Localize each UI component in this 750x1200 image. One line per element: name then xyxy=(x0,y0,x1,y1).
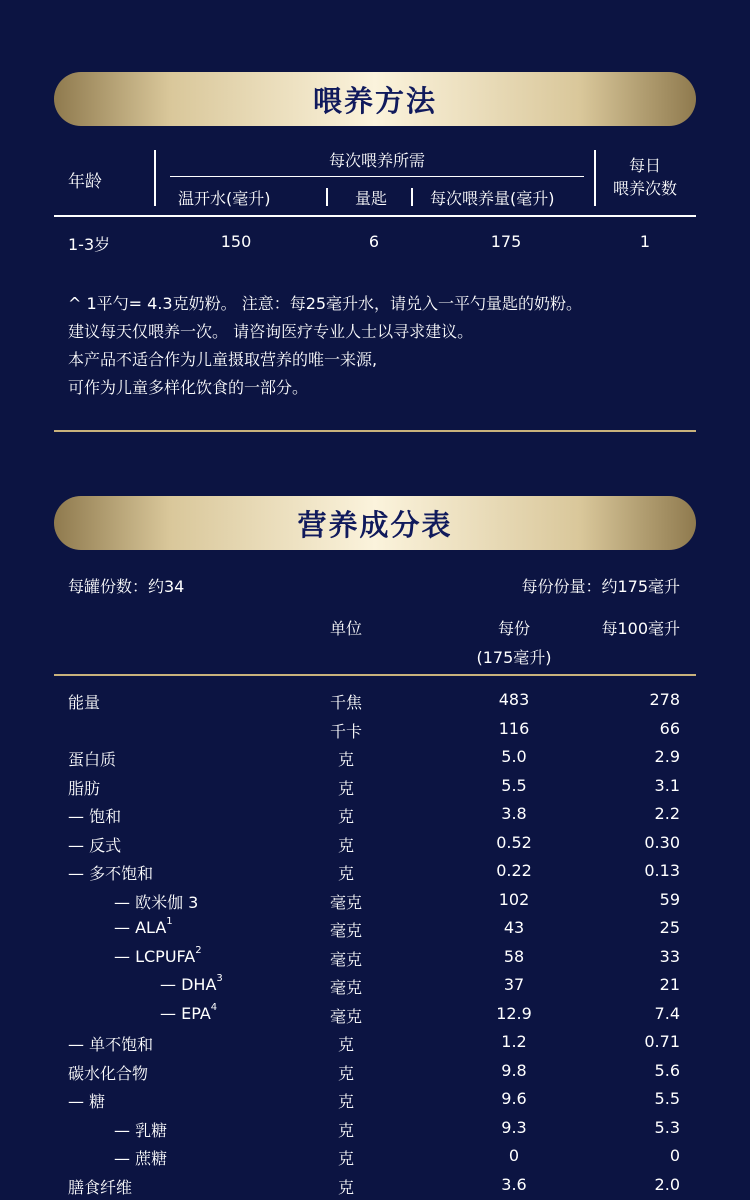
nutrient-per-serving: 3.6 xyxy=(501,1174,527,1194)
row-water: 150 xyxy=(220,232,252,251)
nutrient-unit: 克 xyxy=(337,807,354,826)
serving-size: 每份份量：约175毫升 xyxy=(521,577,680,596)
footnote-marker: 4 xyxy=(210,1001,218,1013)
header-divider xyxy=(411,188,413,206)
nutrition-title-banner xyxy=(54,496,696,550)
section-divider xyxy=(54,430,696,432)
nutrient-per-serving: 483 xyxy=(498,690,530,709)
header-divider xyxy=(594,150,596,206)
nutrient-unit: 克 xyxy=(337,1120,354,1140)
nutrient-name: 膳食纤维 xyxy=(68,1177,133,1197)
feeding-note: ^ 1平勺= 4.3克奶粉。 注意：每25毫升水，请兑入一平勺量匙的奶粉。 xyxy=(68,294,583,313)
nutrient-name: 蛋白质 xyxy=(68,750,117,769)
header-age: 年龄 xyxy=(68,172,102,192)
nutrient-name xyxy=(114,918,173,937)
nutrient-name xyxy=(114,944,202,966)
nutrient-per-100ml: 33 xyxy=(659,946,680,966)
row-amount: 175 xyxy=(490,232,522,251)
feeding-note: 本产品不适合作为儿童摄取营养的唯一来源, xyxy=(68,350,378,369)
nutrient-name-text: — EPA xyxy=(160,1003,211,1023)
nutrient-per-serving: 116 xyxy=(498,718,530,738)
nutrient-name: — 饱和 xyxy=(68,807,122,826)
nutrient-per-100ml: 0.13 xyxy=(644,861,680,880)
header-per-serving: 每份 xyxy=(497,619,530,638)
nutrient-unit: 克 xyxy=(337,1063,354,1083)
footnote-marker: 2 xyxy=(195,944,202,956)
row-scoop: 6 xyxy=(368,232,380,251)
nutrient-name-text: — LCPUFA xyxy=(114,946,196,966)
footnote-marker: 3 xyxy=(216,973,223,984)
nutrient-name-text: — DHA xyxy=(160,975,217,994)
nutrient-name: — 欧米伽 3 xyxy=(114,892,199,912)
nutrient-unit: 克 xyxy=(337,1035,354,1054)
nutrient-per-serving: 43 xyxy=(503,918,525,937)
nutrient-per-serving: 58 xyxy=(503,946,525,966)
feeding-title-banner xyxy=(54,72,696,126)
nutrient-unit: 克 xyxy=(337,1092,354,1111)
nutrient-per-100ml: 2.9 xyxy=(654,747,680,766)
header-per-100ml: 每100毫升 xyxy=(601,619,680,638)
header-divider xyxy=(326,188,328,206)
nutrient-per-100ml: 59 xyxy=(659,889,680,909)
nutrient-per-100ml: 0.71 xyxy=(644,1032,680,1051)
nutrient-per-serving: 5.5 xyxy=(501,775,527,795)
nutrition-table-rule xyxy=(54,674,696,676)
nutrient-name: — 单不饱和 xyxy=(68,1035,154,1054)
header-subdivider xyxy=(170,176,584,177)
nutrient-name: 能量 xyxy=(68,693,101,712)
nutrient-per-100ml: 25 xyxy=(659,918,680,937)
servings-per-can: 每罐份数：约34 xyxy=(68,577,185,596)
nutrient-per-serving: 3.8 xyxy=(501,804,527,823)
nutrient-unit: 毫克 xyxy=(329,949,362,969)
header-scoop: 量匙 xyxy=(355,189,388,208)
nutrient-name: — 糖 xyxy=(68,1092,106,1111)
nutrient-name: 脂肪 xyxy=(68,778,101,798)
feeding-title: 喂养方法 xyxy=(312,83,437,118)
nutrient-per-serving: 37 xyxy=(503,975,525,994)
nutrient-per-100ml: 66 xyxy=(659,718,680,738)
nutrient-unit: 千卡 xyxy=(329,721,362,741)
nutrient-per-serving: 9.8 xyxy=(501,1060,527,1080)
nutrient-unit: 克 xyxy=(337,1177,354,1197)
nutrient-name xyxy=(160,975,223,994)
feeding-table-rule xyxy=(54,215,696,217)
nutrient-per-100ml: 278 xyxy=(649,690,680,709)
nutrient-unit: 毫克 xyxy=(329,978,362,997)
nutrient-unit: 毫克 xyxy=(329,892,362,912)
nutrient-name-text: — ALA xyxy=(114,918,167,937)
nutrient-per-serving: 9.3 xyxy=(501,1117,527,1137)
header-water: 温开水(毫升) xyxy=(178,189,271,208)
header-per-serving-size: (175毫升) xyxy=(476,648,552,667)
nutrient-per-serving: 12.9 xyxy=(496,1003,532,1023)
nutrient-name: — 反式 xyxy=(68,835,122,855)
nutrient-unit: 克 xyxy=(337,778,354,798)
row-daily: 1 xyxy=(639,232,651,251)
feeding-note: 可作为儿童多样化饮食的一部分。 xyxy=(68,378,309,397)
nutrient-per-100ml: 2.0 xyxy=(654,1174,680,1194)
nutrient-per-serving: 5.0 xyxy=(501,747,527,766)
nutrient-per-100ml: 21 xyxy=(659,975,680,994)
nutrient-per-serving: 0.22 xyxy=(496,861,532,880)
nutrient-name: — 蔗糖 xyxy=(114,1149,168,1168)
nutrient-unit: 克 xyxy=(337,864,354,883)
row-age: 1-3岁 xyxy=(68,235,111,254)
nutrient-per-serving: 0.52 xyxy=(496,832,532,852)
header-daily-line2: 喂养次数 xyxy=(612,179,677,198)
nutrient-per-serving: 0 xyxy=(508,1146,520,1165)
feeding-note: 建议每天仅喂养一次。 请咨询医疗专业人士以寻求建议。 xyxy=(68,322,474,341)
nutrient-per-100ml: 0 xyxy=(669,1146,680,1165)
nutrient-per-100ml: 2.2 xyxy=(654,804,680,823)
nutrient-per-serving: 102 xyxy=(498,889,530,909)
nutrient-unit: 千焦 xyxy=(329,693,362,712)
nutrient-unit: 克 xyxy=(337,835,354,855)
nutrient-name: — 多不饱和 xyxy=(68,864,154,883)
nutrient-per-100ml: 7.4 xyxy=(654,1003,680,1023)
nutrient-per-serving: 1.2 xyxy=(501,1032,527,1051)
header-divider xyxy=(154,150,156,206)
nutrient-per-100ml: 5.3 xyxy=(654,1117,680,1137)
nutrient-unit: 毫克 xyxy=(329,921,362,940)
nutrient-per-serving: 9.6 xyxy=(501,1089,527,1108)
nutrient-per-100ml: 5.5 xyxy=(654,1089,680,1108)
header-per-feed-amount: 每次喂养量(毫升) xyxy=(430,189,555,208)
header-daily-line1: 每日 xyxy=(628,156,661,175)
nutrient-name: — 乳糖 xyxy=(114,1120,168,1140)
nutrient-unit: 克 xyxy=(337,750,354,769)
nutrient-per-100ml: 5.6 xyxy=(654,1060,680,1080)
nutrition-title: 营养成分表 xyxy=(297,507,453,542)
header-per-feed-needs: 每次喂养所需 xyxy=(328,151,425,170)
nutrient-name: 碳水化合物 xyxy=(68,1063,149,1083)
nutrient-per-100ml: 3.1 xyxy=(654,775,680,795)
nutrient-name xyxy=(160,1001,218,1023)
footnote-marker: 1 xyxy=(166,916,173,927)
header-unit: 单位 xyxy=(329,619,362,638)
nutrient-per-100ml: 0.30 xyxy=(644,832,680,852)
nutrient-unit: 毫克 xyxy=(329,1006,362,1026)
nutrient-unit: 克 xyxy=(337,1149,354,1168)
